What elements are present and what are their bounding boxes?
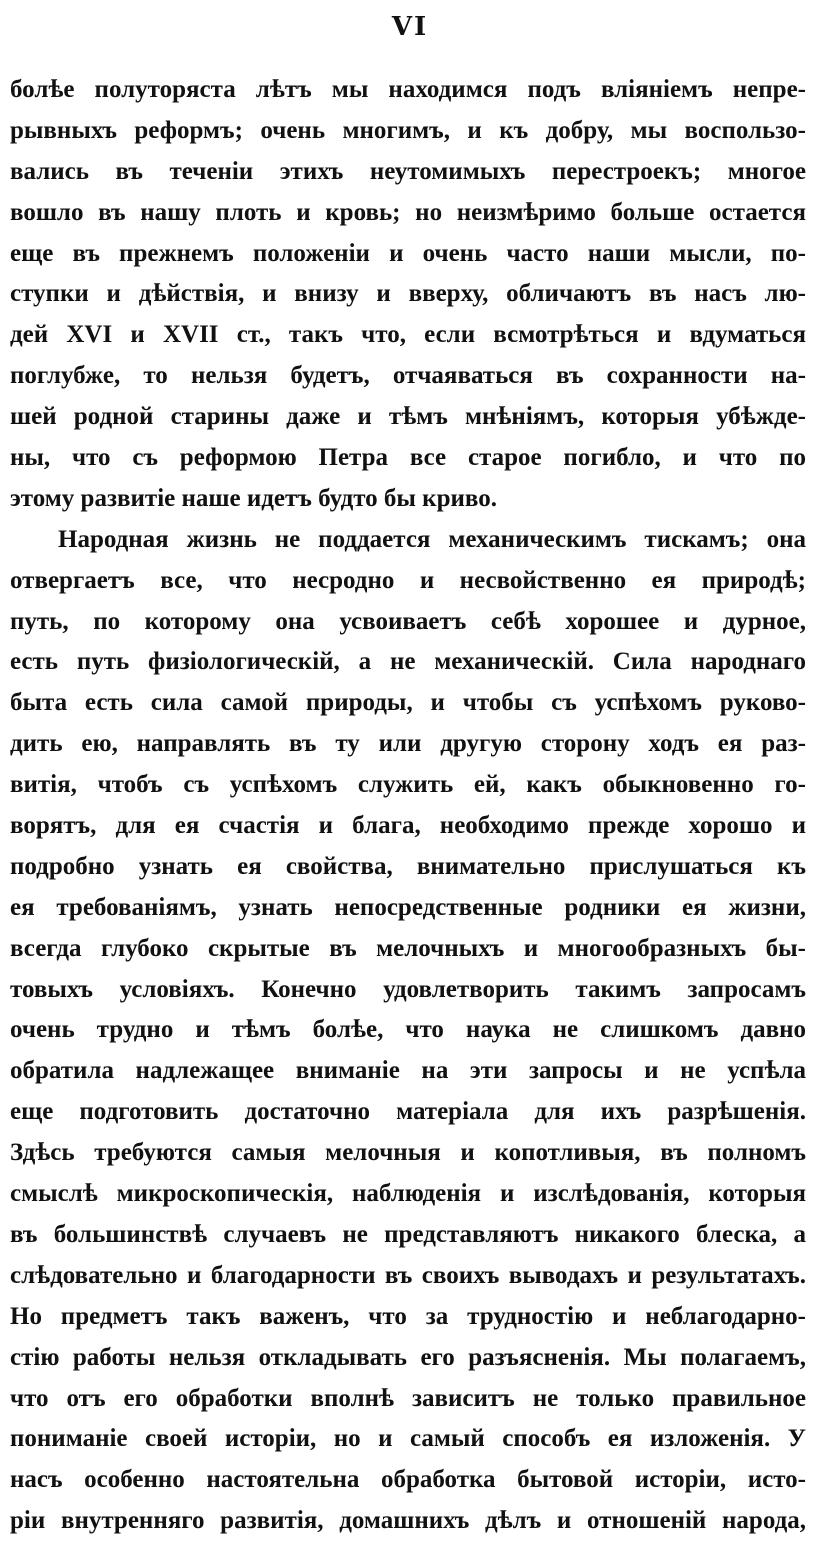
text-line: дей XVI и XVII ст., такъ что, если всмотрѣться и вдуматься xyxy=(10,321,806,349)
page-number: VI xyxy=(391,12,429,42)
text-line: очень трудно и тѣмъ болѣе, что наука не слишкомъ давно xyxy=(10,1016,806,1044)
text-line: отвергаетъ все, что несродно и несвойственно ея природѣ; xyxy=(10,566,806,594)
text-line: ны, что съ реформою Петра все старое погибло, и что по xyxy=(10,444,806,472)
text-line: стію работы нельзя откладывать его разъясненія. Мы полагаемъ, xyxy=(10,1343,806,1371)
text-line: Здѣсь требуются самыя мелочныя и копотливыя, въ полномъ xyxy=(10,1139,806,1167)
text-line: ступки и дѣйствія, и внизу и вверху, обличаютъ въ насъ лю- xyxy=(10,280,806,308)
text-line: смыслѣ микроскопическія, наблюденія и изслѣдованія, которыя xyxy=(10,1180,806,1208)
text-line: еще въ прежнемъ положеніи и очень часто наши мысли, по- xyxy=(10,239,806,267)
text-line: обратила надлежащее вниманіе на эти запросы и не успѣла xyxy=(10,1057,806,1085)
text-line: всегда глубоко скрытые въ мелочныхъ и многообразныхъ бы- xyxy=(10,934,806,962)
text-line: товыхъ условіяхъ. Конечно удовлетворить такимъ запросамъ xyxy=(10,975,806,1003)
text-line: еще подготовить достаточно матеріала для ихъ разрѣшенія. xyxy=(10,1098,806,1126)
text-line: дить ею, направлять въ ту или другую сторону ходъ ея раз- xyxy=(10,730,806,758)
text-line: болѣе полуторяста лѣтъ мы находимся подъ вліяніемъ непре- xyxy=(10,76,806,103)
text-line: шей родной старины даже и тѣмъ мнѣніямъ, которыя убѣжде- xyxy=(10,403,806,431)
text-line: путь, по которому она усвоиваетъ себѣ хорошее и дурное, xyxy=(10,607,806,635)
text-line: есть путь физіологическій, а не механическій. Сила народнаго xyxy=(10,648,806,676)
text-line: вались въ теченіи этихъ неутомимыхъ перестроекъ; многое xyxy=(10,157,806,185)
text-line: подробно узнать ея свойства, внимательно прислушаться къ xyxy=(10,852,806,880)
text-line: поглубже, то нельзя будетъ, отчаяваться въ сохранности на- xyxy=(10,362,806,390)
body-text xyxy=(10,70,806,1542)
text-line: что отъ его обработки вполнѣ зависитъ не только правильное xyxy=(10,1384,806,1412)
text-line: рывныхъ реформъ; очень многимъ, и къ добру, мы воспользо- xyxy=(10,116,806,144)
text-line: въ большинствѣ случаевъ не представляютъ никакого блеска, а xyxy=(10,1220,806,1248)
text-line: пониманіе своей исторіи, но и самый способъ ея изложенія. У xyxy=(10,1425,806,1453)
text-line: ворятъ, для ея счастія и блага, необходимо прежде хорошо и xyxy=(10,812,806,840)
text-line: ея требованіямъ, узнать непосредственные родники ея жизни, xyxy=(10,893,806,921)
text-line: Но предметъ такъ важенъ, что за трудностію и неблагодарно- xyxy=(10,1302,806,1330)
text-line: вошло въ нашу плоть и кровь; но неизмѣримо больше остается xyxy=(10,198,806,226)
text-line: этому развитіе наше идетъ будто бы криво. xyxy=(10,484,497,512)
text-line: ріи внутренняго развитія, домашнихъ дѣлъ и отношеній народа, xyxy=(10,1507,806,1535)
text-line: насъ особенно настоятельна обработка бытовой исторіи, исто- xyxy=(10,1466,806,1494)
text-line: быта есть сила самой природы, и чтобы съ успѣхомъ руково- xyxy=(10,689,806,717)
text-line: слѣдовательно и благодарности въ своихъ выводахъ и результатахъ. xyxy=(10,1261,806,1289)
text-line: Народная жизнь не поддается механическимъ тискамъ; она xyxy=(58,525,806,553)
text-line: витія, чтобъ съ успѣхомъ служить ей, какъ обыкновенно го- xyxy=(10,771,806,799)
